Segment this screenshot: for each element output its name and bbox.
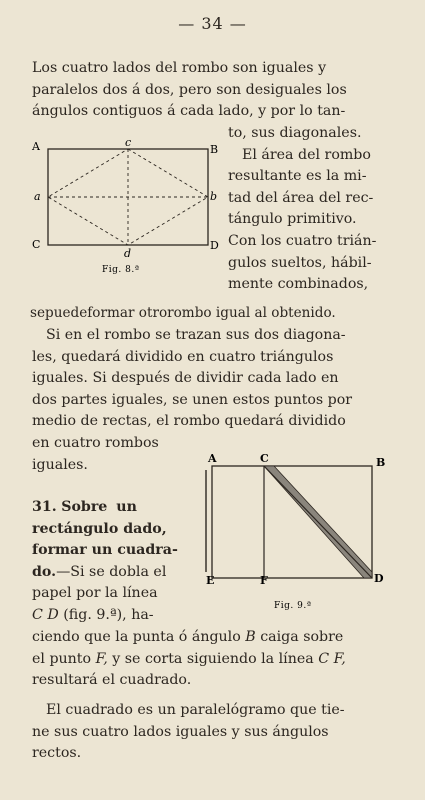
text-line: rectos. — [32, 745, 82, 762]
text-line: medio de rectas, el rombo quedará dividido — [32, 413, 346, 430]
text-line: tángulo primitivo. — [228, 211, 357, 228]
fig8-label-D: D — [210, 239, 219, 252]
fig8-caption: Fig. 8.ª — [102, 265, 140, 275]
text-line: ángulos contiguos á cada lado, y por lo tan- — [32, 103, 346, 120]
section-31-heading-line — [32, 497, 208, 519]
text-line: mente combinados, — [228, 276, 369, 293]
text-line: iguales. — [32, 456, 88, 473]
fig8-label-d: d — [124, 247, 132, 260]
figure-8 — [30, 136, 220, 276]
text-fragment: ciendo que la punta ó ángulo — [32, 629, 246, 645]
paragraph-1 — [32, 58, 394, 123]
section-title-line — [32, 562, 208, 584]
text-line: El cuadrado es un paralelógramo que tie- — [46, 702, 345, 718]
page-number: — 34 — — [178, 14, 247, 33]
text-line: resultante es la mi- — [228, 168, 367, 185]
section-title: formar un cuadra- — [32, 542, 178, 559]
text-fragment: el punto — [32, 650, 96, 667]
fig8-label-b: b — [210, 190, 218, 203]
fig9-label-C: C — [260, 452, 269, 465]
text-line: en cuatro rombos — [32, 435, 159, 451]
text-line: Los cuatro lados del rombo son iguales y — [32, 60, 327, 76]
fig8-label-a: a — [34, 190, 41, 203]
fig8-label-C: C — [32, 238, 41, 251]
text-line: ne sus cuatro lados iguales y sus ángulos — [32, 723, 329, 740]
fig9-caption: Fig. 9.ª — [274, 601, 312, 611]
figure-9 — [198, 448, 398, 618]
section-31 — [32, 497, 208, 627]
paragraph-1-wrap — [228, 123, 394, 296]
text-fragment: caiga sobre — [255, 629, 344, 645]
fig8-label-c: c — [125, 136, 132, 149]
fig8-label-A: A — [32, 140, 40, 153]
paragraph-4 — [32, 700, 394, 765]
section-title: rectángulo dado, — [32, 520, 167, 537]
line-reference: C D — [32, 606, 59, 623]
fig9-label-D: D — [374, 572, 384, 585]
point-reference: B — [245, 629, 256, 645]
line-reference: C F, — [318, 650, 346, 667]
section-number: 31. — [32, 499, 57, 515]
fig9-label-E: E — [206, 574, 215, 587]
text-line: Si en el rombo se trazan sus dos diagona- — [46, 327, 346, 343]
text-line: papel por la línea — [32, 585, 158, 602]
text-line: tad del área del rec- — [228, 189, 374, 206]
section-title: do. — [32, 563, 57, 580]
text-line-7 — [32, 627, 394, 649]
text-line: dos partes iguales, se unen estos puntos por — [32, 391, 353, 408]
text-line: El área del rombo — [242, 146, 371, 163]
text-line-8 — [32, 649, 394, 671]
text-fragment: y se corta siguiendo la línea — [107, 650, 319, 667]
text-line: resultará el cuadrado. — [32, 672, 192, 689]
fig9-label-F: F — [260, 574, 268, 587]
text-line: paralelos dos á dos, pero son desiguales los — [32, 81, 347, 98]
section-title: Sobre un — [61, 499, 137, 515]
text-line: iguales. Si después de dividir cada lado en — [32, 370, 339, 387]
fig8-label-B: B — [210, 143, 219, 156]
text-line-ref — [32, 605, 208, 627]
text-line: (fig. 9.ª), ha- — [58, 606, 154, 623]
point-reference: F, — [95, 650, 108, 667]
text-line: —Si se dobla el — [56, 563, 167, 580]
paragraph-2-wrap — [32, 433, 202, 476]
text-line: sepuedeformar otrorombo igual al obtenido. — [30, 305, 336, 321]
text-line: to, sus diagonales. — [228, 125, 362, 141]
text-line: gulos sueltos, hábil- — [228, 254, 372, 271]
text-line: Con los cuatro trián- — [228, 232, 377, 249]
paragraph-2 — [32, 325, 394, 433]
text-line: les, quedará dividido en cuatro triángulos — [32, 348, 334, 365]
section-31-continued — [32, 627, 394, 692]
fig9-label-B: B — [376, 456, 386, 469]
paragraph-1-end — [30, 303, 396, 325]
fig9-label-A: A — [208, 452, 217, 465]
